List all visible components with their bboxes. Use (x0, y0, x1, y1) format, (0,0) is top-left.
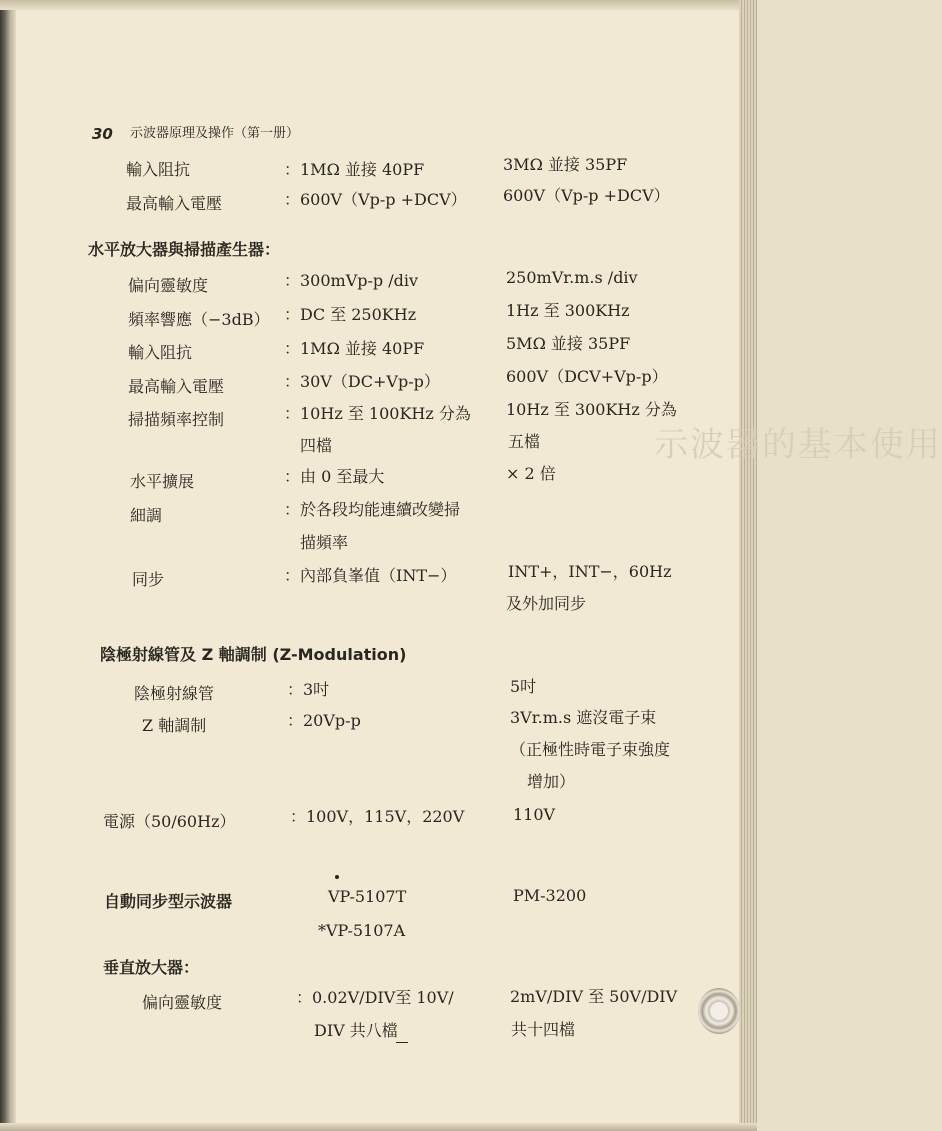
section-heading: 垂直放大器： (103, 958, 200, 977)
spec-value-1: ：300mVp-p /div (284, 271, 419, 290)
spec-value-1: ：1MΩ 並接 40PF (284, 160, 425, 179)
power-value-2: 110V (513, 805, 556, 824)
model-name-1b: *VP-5107A (318, 921, 406, 940)
page-top-edge (0, 0, 757, 10)
spec-value-2: 5MΩ 並接 35PF (506, 334, 631, 353)
spec-value-2-cont: 增加） (527, 772, 576, 791)
section-heading: 陰極射線管及 Z 軸調制 (Z-Modulation) (100, 645, 407, 664)
spec-label: 最高輸入電壓 (126, 194, 223, 213)
spec-value-1: ：DC 至 250KHz (284, 305, 417, 324)
spec-value-1: ：0.02V/DIV至 10V/ (296, 988, 454, 1007)
show-through-text: 示波器的基本使用 (654, 425, 942, 465)
spec-label: 掃描頻率控制 (128, 410, 225, 429)
page-binding-shadow (0, 0, 16, 1131)
spec-label: 偏向靈敏度 (142, 993, 223, 1012)
spec-value-2: 5吋 (510, 677, 537, 696)
spec-value-1: ：600V（Vp-p +DCV） (284, 190, 467, 209)
spec-label: 水平擴展 (130, 472, 195, 491)
spec-value-2: 2mV/DIV 至 50V/DIV (510, 987, 678, 1006)
running-header: 示波器原理及操作（第一册） (130, 126, 300, 141)
page-number: 30 (92, 125, 113, 143)
model-name-2: PM-3200 (513, 886, 587, 905)
spec-value-1-cont: 四檔 (300, 436, 333, 455)
page-tab-marker (698, 988, 740, 1034)
spec-label: 頻率響應（−3dB） (128, 310, 270, 329)
spec-label: 輸入阻抗 (126, 160, 191, 179)
spec-value-2: 1Hz 至 300KHz (506, 301, 630, 320)
spec-value-1: ：3吋 (287, 680, 330, 699)
spec-value-1: ：內部負峯值（INT−） (284, 566, 457, 585)
spec-value-1: ：30V（DC+Vp-p） (284, 372, 440, 391)
model-name-1: VP-5107T (328, 887, 407, 906)
page-stack-edge (739, 0, 757, 1131)
spec-value-2-cont: 共十四檔 (511, 1020, 576, 1039)
spec-value-2-cont: （正極性時電子束強度 (510, 740, 671, 759)
mark-dot (335, 875, 339, 879)
spec-value-1: ：於各段均能連續改變掃 (284, 500, 461, 519)
spec-value-2: 250mVr.m.s /div (506, 268, 638, 287)
section-heading: 水平放大器與掃描產生器： (88, 240, 281, 259)
spec-label: 同步 (132, 570, 165, 589)
spec-value-1: ：由 0 至最大 (284, 467, 385, 486)
spec-value-2: 600V（DCV+Vp-p） (506, 367, 668, 386)
spec-label: 陰極射線管 (134, 684, 215, 703)
spec-value-1: ：1MΩ 並接 40PF (284, 339, 425, 358)
spec-value-2: 3Vr.m.s 遮沒電子束 (510, 708, 657, 727)
spec-value-2-cont: 及外加同步 (506, 594, 587, 613)
spec-value-2: 10Hz 至 300KHz 分為 (506, 400, 677, 419)
power-value-1: ：100V，115V，220V (290, 807, 465, 826)
spec-label: Z 軸調制 (142, 716, 207, 735)
page-bottom-edge (0, 1123, 757, 1131)
spec-label: 最高輸入電壓 (128, 377, 225, 396)
models-heading: 自動同步型示波器 (104, 892, 233, 911)
spec-label: 細調 (130, 506, 163, 525)
spec-label: 偏向靈敏度 (128, 276, 209, 295)
spec-value-2: 3MΩ 並接 35PF (503, 155, 628, 174)
spec-value-1-cont: DIV 共八檔 (314, 1021, 398, 1040)
power-label: 電源（50/60Hz） (103, 812, 236, 831)
spec-value-1: ：10Hz 至 100KHz 分為 (284, 404, 471, 423)
spec-value-2-cont: 五檔 (508, 432, 541, 451)
underline-mark (396, 1042, 408, 1043)
spec-value-1-cont: 描頻率 (300, 533, 349, 552)
spec-value-1: ：20Vp-p (287, 711, 361, 730)
spec-value-2: 600V（Vp-p +DCV） (503, 186, 670, 205)
spec-value-2: × 2 倍 (506, 464, 556, 483)
spec-value-2: INT+，INT−，60Hz (508, 562, 672, 581)
spec-label: 輸入阻抗 (128, 343, 193, 362)
